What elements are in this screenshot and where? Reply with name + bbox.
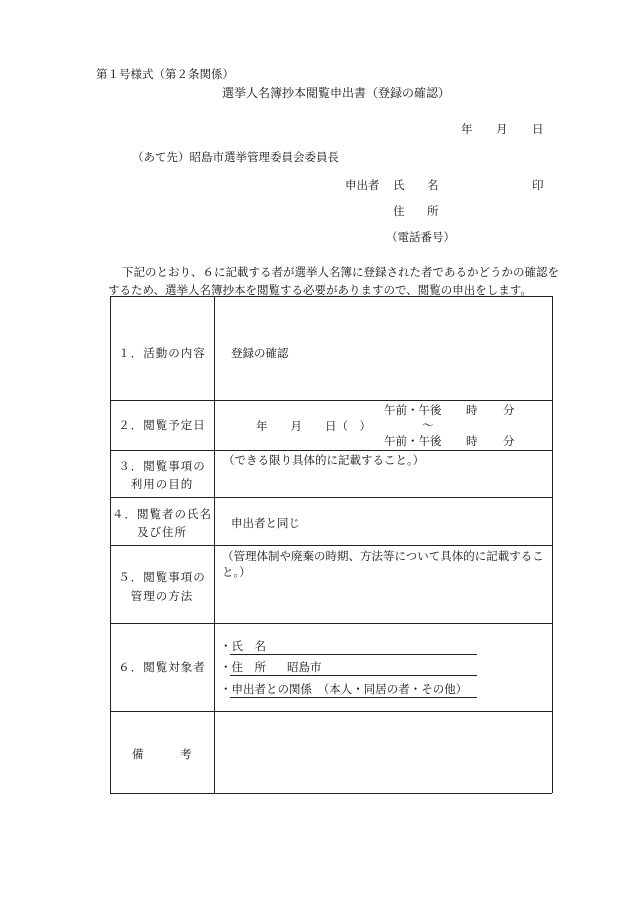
addressee: （あて先）昭島市選挙管理委員会委員長 <box>132 150 339 164</box>
date-day-label: 日 <box>532 122 544 136</box>
row-purpose-label-2: 利用の目的 <box>130 477 194 491</box>
intro-line-2: するため、選挙人名簿抄本を閲覧する必要がありますので、閲覧の申出をします。 <box>108 283 532 297</box>
row-management-label-1: ５．閲覧事項の <box>118 570 206 584</box>
row-remarks-label-1: 備 <box>132 747 144 761</box>
row-viewer-label-1: ４．閲覧者の氏名 <box>112 507 212 521</box>
row-target-relation: ・申出者との関係 （本人・同居の者・その他） <box>220 682 468 696</box>
applicant-label: 申出者 <box>345 178 380 192</box>
applicant-address-label-2: 所 <box>427 204 439 218</box>
row-activity-value: 登録の確認 <box>231 346 289 360</box>
row-date-tilde: ～ <box>422 418 434 432</box>
row-date-hour-2: 時 <box>466 434 478 448</box>
row-target-label: ６．閲覧対象者 <box>118 660 206 674</box>
applicant-name-label-2: 名 <box>427 178 439 192</box>
seal-mark: 印 <box>532 178 544 192</box>
applicant-phone-label: （電話番号） <box>386 230 455 244</box>
row-date-minute-2: 分 <box>503 434 515 448</box>
row-purpose-note: （できる限り具体的に記載すること。） <box>223 453 425 467</box>
row-management-note: （管理体制や廃棄の時期、方法等について具体的に記載すること。） <box>222 549 544 579</box>
applicant-address-label-1: 住 <box>393 204 405 218</box>
row-purpose-label-1: ３．閲覧事項の <box>118 459 206 473</box>
intro-line-1: 下記のとおり、６に記載する者が選挙人名簿に登録された者であるかどうかの確認を <box>122 265 559 279</box>
date-year-label: 年 <box>461 122 473 136</box>
row-remarks-label-2: 考 <box>180 747 192 761</box>
row-viewer-value: 申出者と同じ <box>231 516 300 530</box>
row-date-label: ２．閲覧予定日 <box>118 418 206 432</box>
row-date-hour-1: 時 <box>466 403 478 417</box>
row-activity-label: １．活動の内容 <box>118 346 206 360</box>
applicant-name-label-1: 氏 <box>393 178 405 192</box>
row-target-name: ・氏 名 <box>220 639 266 653</box>
date-month-label: 月 <box>496 122 508 136</box>
row-date-minute-1: 分 <box>503 403 515 417</box>
application-table <box>110 296 552 793</box>
row-date-ampm-1: 午前・午後 <box>384 403 442 417</box>
page-title: 選挙人名簿抄本閲覧申出書（登録の確認） <box>222 86 451 100</box>
form-number: 第１号様式（第２条関係） <box>96 67 234 81</box>
row-target-city: 昭島市 <box>287 660 322 674</box>
row-target-address: ・住 所 <box>220 660 266 674</box>
row-date-ymd: 年 月 日（ ） <box>256 419 371 433</box>
row-date-ampm-2: 午前・午後 <box>384 434 442 448</box>
row-viewer-label-2: 及び住所 <box>137 525 187 539</box>
row-management-label-2: 管理の方法 <box>130 589 194 603</box>
